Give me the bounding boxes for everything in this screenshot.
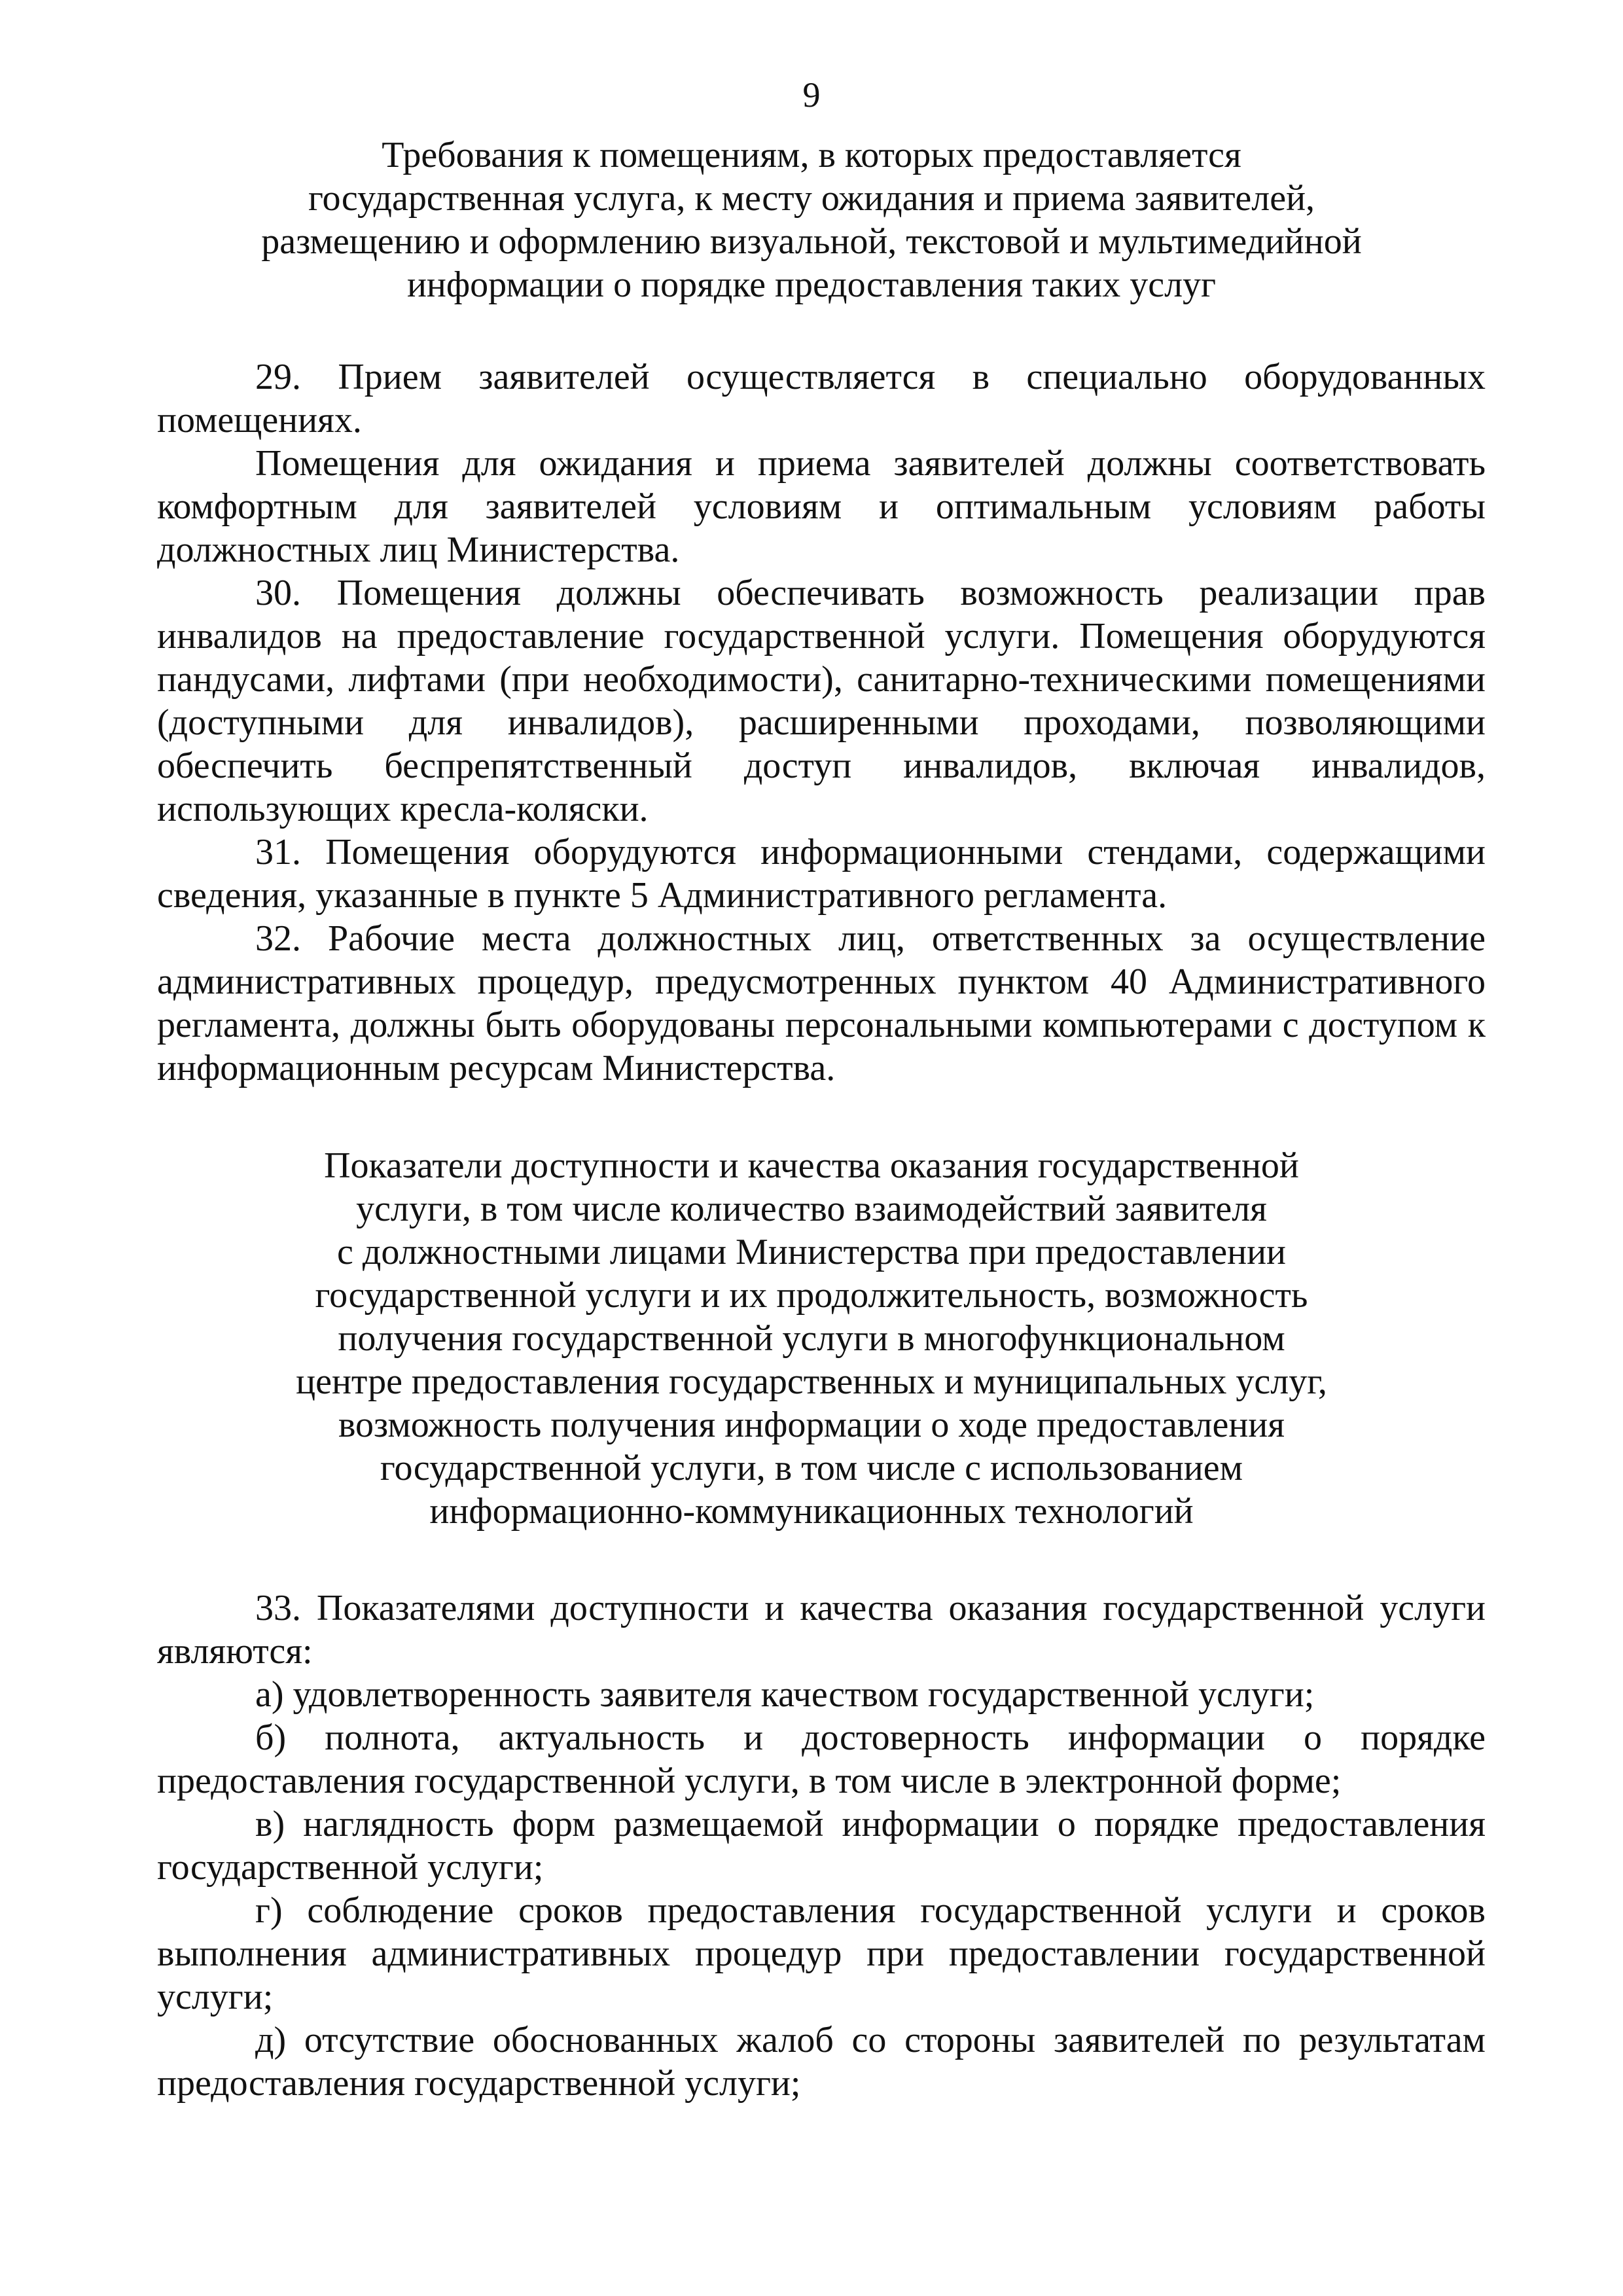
heading-line: получения государственной услуги в многофункциональном [338,1318,1285,1359]
heading-line: с должностными лицами Министерства при предоставлении [336,1232,1287,1272]
page-number: 9 [802,75,821,115]
paragraph-32: 32. Рабочие места должностных лиц, ответственных за осуществление административных процедур, предусмотренных пунктом 40 Административного регламента, должны быть оборудованы персональными компьютерами с доступом к информационным ресурсам Министерства. [157,918,1486,1088]
section-heading-quality-indicators [196,1144,1427,1533]
paragraph-30: 30. Помещения должны обеспечивать возможность реализации прав инвалидов на предоставление государственной услуги. Помещения оборудуются пандусами, лифтами (при необходимости), санитарно-техническими помещениями (доступными для инвалидов), расширенными проходами, позволяющими обеспечить беспрепятственный доступ инвалидов, включая инвалидов, использующих кресла-коляски. [157,573,1486,829]
heading-line: центре предоставления государственных и муниципальных услуг, [296,1361,1327,1402]
paragraph-29: 29. Прием заявителей осуществляется в специально оборудованных помещениях. [157,357,1486,440]
heading-line: размещению и оформлению визуальной, текстовой и мультимедийной [261,221,1362,262]
heading-line: информационно-коммуникационных технологий [429,1491,1194,1532]
paragraph-29-continued: Помещения для ожидания и приема заявителей должны соответствовать комфортным для заявителей условиям и оптимальным условиям работы должностных лиц Министерства. [157,443,1486,570]
list-item-d: д) отсутствие обоснованных жалоб со стороны заявителей по результатам предоставления государственной услуги; [157,2020,1486,2104]
list-item-v: в) наглядность форм размещаемой информации о порядке предоставления государственной услуги; [157,1804,1486,1888]
heading-line: возможность получения информации о ходе предоставления [338,1405,1285,1445]
list-item-b: б) полнота, актуальность и достоверность информации о порядке предоставления государственной услуги, в том числе в электронной форме; [157,1717,1486,1801]
heading-line: услуги, в том числе количество взаимодействий заявителя [356,1189,1267,1229]
heading-line: государственной услуги, в том числе с использованием [380,1448,1243,1488]
list-item-a: а) удовлетворенность заявителя качеством государственной услуги; [255,1674,1315,1715]
list-item-g: г) соблюдение сроков предоставления государственной услуги и сроков выполнения административных процедур при предоставлении государственной услуги; [157,1890,1486,2017]
heading-line: государственная услуга, к месту ожидания и приема заявителей, [308,178,1315,219]
heading-line: Показатели доступности и качества оказания государственной [324,1145,1299,1186]
heading-line: государственной услуги и их продолжительность, возможность [315,1275,1308,1316]
section-heading-premises [196,134,1427,306]
section-premises-requirements [157,355,1486,1090]
heading-line: информации о порядке предоставления таких услуг [406,264,1217,305]
section-quality-indicators [157,1587,1486,2105]
heading-line: Требования к помещениям, в которых предоставляется [382,135,1241,175]
paragraph-33: 33. Показателями доступности и качества оказания государственной услуги являются: [157,1588,1486,1672]
paragraph-31: 31. Помещения оборудуются информационными стендами, содержащими сведения, указанные в пункте 5 Административного регламента. [157,832,1486,916]
